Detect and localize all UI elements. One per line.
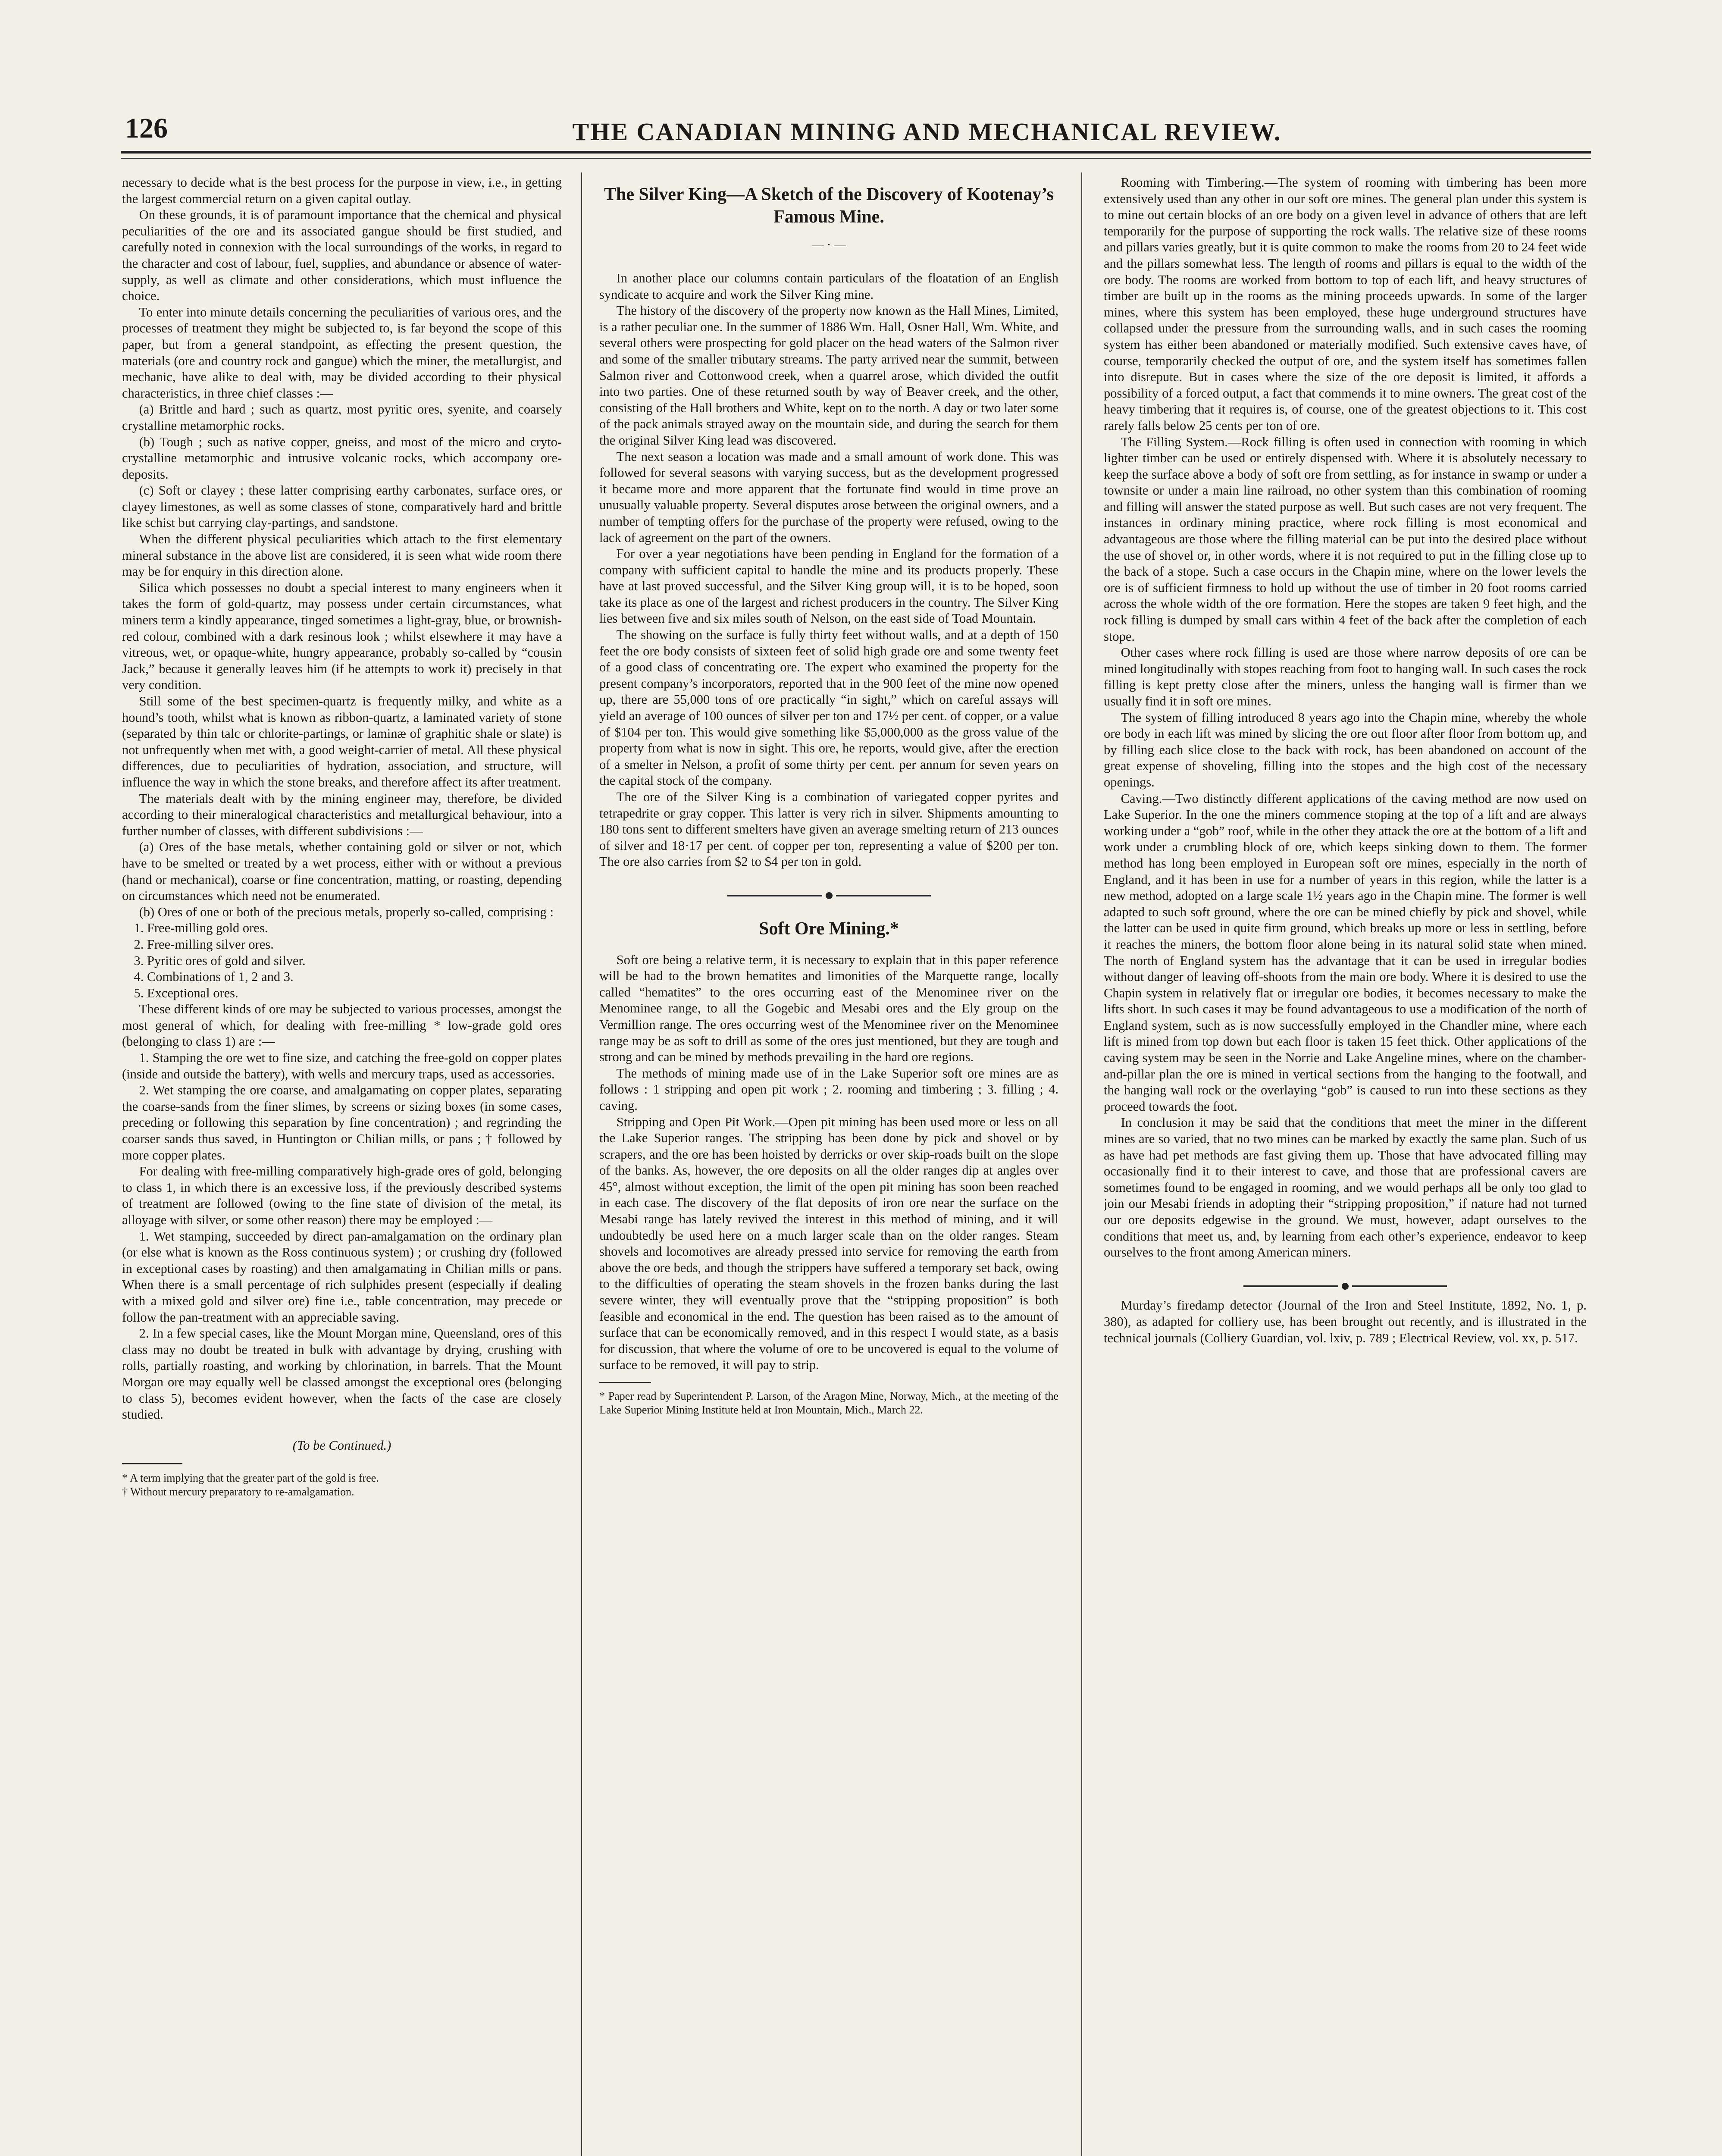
footnote: * A term implying that the greater part of the gold is free. <box>122 1472 379 1485</box>
paragraph: 2. In a few special cases, like the Mount Morgan mine, Queensland, ores of this class may no doubt be treated in bulk with advantage by drying, crushing with rolls, partially roasting, and working by chlorination, in barrels. That the Mount Morgan ore may equally well be classed amongst the exceptional ores (belonging to class 5), becomes evident however, when the facts of the case are closely studied. <box>122 1326 562 1422</box>
column-divider <box>1081 172 1082 2156</box>
ornament-divider <box>599 887 1058 903</box>
continued-note: (To be Continued.) <box>292 1438 391 1453</box>
paragraph: (a) Ores of the base metals, whether containing gold or silver or not, which have to be smelted or treated by a wet process, either with or without a previous (hand or mechanical), coarse or fine concentration, matting, or roasting, depending on circumstances which need not be enumerated. <box>122 840 562 903</box>
ornament-divider: — · — <box>811 238 846 252</box>
list-item: 1. Free-milling gold ores. <box>134 921 268 936</box>
paragraph: These different kinds of ore may be subjected to various processes, amongst the most general of which, for dealing with free-milling * low-grade gold ores (belonging to class 1) are :— <box>122 1002 562 1049</box>
paragraph: Murday’s firedamp detector (Journal of the Iron and Steel Institute, 1892, No. 1, p. 380), as adapted for colliery use, has been brought out recently, and is illustrated in the technical journals (Colliery Guardian, vol. lxiv, p. 789 ; Electrical Review, vol. xx, p. 517. <box>1104 1298 1587 1345</box>
footnote: † Without mercury preparatory to re-amalgamation. <box>122 1485 354 1498</box>
paragraph: Caving.—Two distinctly different applications of the caving method are now used on Lake Superior. In the one the miners commence stoping at the top of a lift and are always working under a “gob” roof, while in the other they attack the ore at the bottom of a lift and work under a crumbling block of ore, which keeps sinking down to them. The former method has long been employed in European soft ore mines, especially in the north of England, and it has been in use for a number of years in this region, while the latter is a new method, adopted on a large scale 1½ years ago in the Chapin mine. The former is well adapted to such soft ground, where the ore can be mined chiefly by pick and shovel, while the latter can be used in quite firm ground, which breaks up more or less in settling, before it reaches the miners, the bottom floor alone being in its natural solid state when mined. The north of England system has the advantage that it can be used in irregular bodies without danger of leaving off-shoots from the main ore body. Where it is desired to use the Chapin system in relatively flat or irregular ore bodies, it becomes necessary to make the lifts short. In such cases it may be found advantageous to use a modification of the north of England system, such as is now successfully employed in the Chandler mine, where each lift is mined from top down but each floor is taken 15 feet thick. Other applications of the caving system may be seen in the Norrie and Lake Angeline mines, where on the chamber-and-pillar plan the ore is mined in vertical sections from the hanging to the footwall, and the hanging wall rock or the overlaying “gob” is caused to run into these sections as they proceed towards the foot. <box>1104 791 1587 1114</box>
paragraph: (c) Soft or clayey ; these latter comprising earthy carbonates, surface ores, or clayey limestones, as well as some classes of stone, comparatively hard and brittle like schist but carrying clay-partings, and sandstone. <box>122 483 562 530</box>
paragraph: The materials dealt with by the mining engineer may, therefore, be divided according to their mineralogical characteristics and metallurgical behaviour, into a further number of classes, with different subdivisions :— <box>122 791 562 838</box>
paragraph: Rooming with Timbering.—The system of rooming with timbering has been more extensively used than any other in our soft ore mines. The general plan under this system is to mine out certain blocks of an ore body on a given level in advance of others that are left temporarily for the purpose of supporting the rock walls. The relative size of these rooms and pillars varies greatly, but it is quite common to make the rooms from 20 to 24 feet wide and the pillars somewhat less. The length of rooms and pillars is equal to the width of the ore body. The rooms are worked from bottom to top of each lift, and heavy structures of timber are built up in the rooms as the mining proceeds upwards. In some of the larger mines, where this system has been employed, these huge underground structures have collapsed under the pressure from the surrounding walls, and in such cases the rooming system has either been abandoned or materially modified. Such extensive caves have, of course, temporarily checked the output of ore, and the system itself has sometimes fallen into disrepute. But in cases where the size of the ore deposit is limited, it affords a possibility of a forced output, a fact that commends it to mine owners. The great cost of the heavy timbering that it requires is, of course, one of the greatest objections to it. This cost rarely falls below 25 cents per ton of ore. <box>1104 175 1587 433</box>
article-title: The Silver King—A Sketch of the Discovery of Kootenay’s Famous Mine. <box>604 185 1054 227</box>
footnote: * Paper read by Superintendent P. Larson, of the Aragon Mine, Norway, Mich., at the meeting of the Lake Superior Mining Institute held at Iron Mountain, Mich., March 22. <box>599 1390 1058 1416</box>
article-title: Soft Ore Mining.* <box>759 918 899 939</box>
paragraph: (a) Brittle and hard ; such as quartz, most pyritic ores, syenite, and coarsely crystalline metamorphic rocks. <box>122 402 562 433</box>
column-3 <box>1104 175 1587 2156</box>
paragraph: The system of filling introduced 8 years ago into the Chapin mine, whereby the whole ore body in each lift was mined by slicing the ore out floor after floor from bottom up, and by filling each slice close to the back with rock, has been abandoned on account of the great expense of shoveling, filling into the stopes and the high cost of the necessary openings. <box>1104 710 1587 790</box>
list-item: 2. Free-milling silver ores. <box>134 937 274 952</box>
paragraph: The next season a location was made and a small amount of work done. This was followed for several seasons with varying success, but as the development progressed it became more and more apparent that the fortunate find would in time prove an unusually valuable property. Several disputes arose between the original owners, and a number of tempting offers for the purchase of the property were refused, owing to the lack of agreement on the part of the owners. <box>599 449 1058 545</box>
paragraph: 2. Wet stamping the ore coarse, and amalgamating on copper plates, separating the coarse-sands from the finer slimes, by screens or sizing boxes (in some cases, preceding or following this separation by fine concentration) ; and regrinding the coarser sands thus saved, in Huntington or Chilian mills, or pans ; † followed by more copper plates. <box>122 1083 562 1163</box>
paragraph: In another place our columns contain particulars of the floatation of an English syndicate to acquire and work the Silver King mine. <box>599 271 1058 302</box>
paragraph: (b) Ores of one or both of the precious metals, properly so-called, comprising : <box>139 904 554 919</box>
list-item: 4. Combinations of 1, 2 and 3. <box>134 969 294 984</box>
paragraph: necessary to decide what is the best process for the purpose in view, i.e., in getting the largest commercial return on a given capital outlay. <box>122 175 562 206</box>
column-divider <box>581 172 582 2156</box>
column-1 <box>122 175 562 2156</box>
paragraph: When the different physical peculiarities which attach to the first elementary mineral substance in the above list are considered, it is seen what wide room there may be for enquiry in this direction alone. <box>122 532 562 579</box>
column-2 <box>599 175 1058 2156</box>
paragraph: Stripping and Open Pit Work.—Open pit mining has been used more or less on all the Lake Superior ranges. The stripping has been done by pick and shovel or by scrapers, and the ore has been hoisted by derricks or over skip-roads built on the slope of the banks. As, however, the ore deposits on all the older ranges dip at angles over 45°, almost without exception, the limit of the open pit mining has soon been reached in each case. The discovery of the flat deposits of iron ore near the surface on the Mesabi range has lately revived the interest in this method of mining, and it will undoubtedly be used here on a much larger scale than on the older ranges. Steam shovels and locomotives are already pressed into service for removing the earth from above the ore beds, and though the strippers have suffered a temporary set back, owing to the difficulties of operating the steam shovels in the frozen banks during the last severe winter, they will eventually prove that the “stripping proposition” is both feasible and economical in the end. The question has been raised as to the amount of surface that can be economically removed, and in this respect I would state, as a basis for discussion, that where the volume of ore to be uncovered is equal to the volume of surface to be removed, it will pay to strip. <box>599 1114 1058 1373</box>
paragraph: The showing on the surface is fully thirty feet without walls, and at a depth of 150 feet the ore body consists of sixteen feet of solid high grade ore and some twenty feet of a good class of concentrating ore. The expert who examined the property for the present company’s incorporators, reported that in the 900 feet of the mine now opened up, there are 55,000 tons of ore practically “in sight,” which on careful assays will yield an average of 100 ounces of silver per ton and 17½ per cent. of copper, or a value of $104 per ton. This would give something like $5,000,000 as the gross value of the property from what is now in sight. This ore, he reports, would give, after the erection of a smelter in Nelson, a profit of some thirty per cent. per annum for seven years on the capital stock of the company. <box>599 627 1058 788</box>
paragraph: The methods of mining made use of in the Lake Superior soft ore mines are as follows : 1 stripping and open pit work ; 2. rooming and timbering ; 3. filling ; 4. caving. <box>599 1065 1058 1113</box>
paragraph: In conclusion it may be said that the conditions that meet the miner in the different mines are so varied, that no two mines can be marked by exactly the same plan. Such of us as have had pet methods are fast giving them up. Those that have advocated filling may occasionally find it to their interest to cave, and those that are professional cavers are sometimes found to be engaged in rooming, and we would perhaps all be only too glad to join our Mesabi friends in adopting their “stripping proposition,” if nature had not turned our ore deposits edgewise in the ground. We must, however, adapt ourselves to the conditions that meet us, and, by learning from each other’s experience, endeavor to keep ourselves to the front among American miners. <box>1104 1115 1587 1260</box>
paragraph: For dealing with free-milling comparatively high-grade ores of gold, belonging to class 1, in which there is an excessive loss, if the previously described systems of treatment are followed (owing to the fine state of division of the metal, its alloyage with silver, or some other reason) there may be employed :— <box>122 1164 562 1227</box>
paragraph: 1. Wet stamping, succeeded by direct pan-amalgamation on the ordinary plan (or else what is known as the Ross continuous system) ; or crushing dry (followed in exceptional cases by roasting) and then amalgamating in Chilian mills or pans. When there is a small percentage of rich sulphides present (especially if dealing with a mixed gold and silver ore) fine i.e., table concentration, may precede or follow the pan-treatment with an appreciable saving. <box>122 1228 562 1325</box>
paragraph: For over a year negotiations have been pending in England for the formation of a company with sufficient capital to handle the mine and its products properly. These have at last proved successful, and the Silver King group will, it is to be hoped, soon take its place as one of the largest and richest producers in the country. The Silver King lies between five and six miles south of Nelson, on the east side of Toad Mountain. <box>599 546 1058 626</box>
paragraph: The history of the discovery of the property now known as the Hall Mines, Limited, is a rather peculiar one. In the summer of 1886 Wm. Hall, Osner Hall, Wm. White, and several others were prospecting for gold placer on the head waters of the Salmon river and some of the smaller tributary streams. The party arrived near the summit, between Salmon river and Cottonwood creek, when a quarrel arose, which divided the outfit into two parties. One of these returned south by way of Beaver creek, and the other, consisting of the Hall brothers and White, kept on to the north. A day or two later some of the pack animals strayed away on the mountain side, and during the search for them the original Silver King lead was discovered. <box>599 303 1058 448</box>
paragraph: On these grounds, it is of paramount importance that the chemical and physical peculiarities of the ore and its associated gangue should be first studied, and carefully noted in connexion with the local surroundings of the works, in regard to the character and cost of labour, fuel, supplies, and abundance or absence of water-supply, as well as climate and other considerations, which must influence the choice. <box>122 207 562 304</box>
paragraph: Soft ore being a relative term, it is necessary to explain that in this paper reference will be had to the brown hematites and limonities of the Marquette range, locally called “hematites” to the ores occurring east of the Menominee river on the Menominee range, to all the Gogebic and Mesabi ores and the Ely group on the Vermillion range. The ores occurring west of the Menominee river on the Menominee range may be as soft to drill as some of the ores just mentioned, but they are tough and strong and can be mined by methods prevailing in the hard ore regions. <box>599 952 1058 1065</box>
list-item: 5. Exceptional ores. <box>134 985 238 1000</box>
footnote-rule <box>122 1463 182 1464</box>
paragraph: 1. Stamping the ore wet to fine size, and catching the free-gold on copper plates (inside and outside the battery), with wells and mercury traps, used as accessories. <box>122 1050 562 1081</box>
header-rule-thick <box>121 151 1591 154</box>
page-header <box>125 108 1587 147</box>
paragraph: The Filling System.—Rock filling is often used in connection with rooming in which lighter timber can be used or entirely dispensed with. Where it is absolutely necessary to keep the surface above a body of soft ore from settling, as for instance in swamp or under a townsite or under a main line railroad, no other system than this combination of rooming and filling will answer the stated purpose as well. But such cases are not very frequent. The instances in ordinary mining practice, where rock filling is most economical and advantageous are those where the filling material can be put into the desired place without the use of shovel or, in other words, where it is not required to put in the filling close up to the back of a stope. Such a case occurs in the Chapin mine, where on the lower levels the ore is of sufficient firmness to hold up without the use of timber in 20 foot rooms carried across the whole width of the ore formation. Here the stopes are taken 9 feet high, and the rock filling is dumped by small cars within 4 feet of the back after the completion of each stope. <box>1104 434 1587 644</box>
footnote-rule <box>599 1382 651 1383</box>
ornament-divider <box>1104 1277 1587 1294</box>
header-rule-thin <box>121 158 1591 159</box>
list-item: 3. Pyritic ores of gold and silver. <box>134 953 306 968</box>
paragraph: Other cases where rock filling is used are those where narrow deposits of ore can be mined longitudinally with stopes reaching from foot to hanging wall. In such cases the rock filling is kept pretty close after the miners, unless the hanging wall is firmer than we usually find it in soft ore mines. <box>1104 645 1587 708</box>
paragraph: Silica which possesses no doubt a special interest to many engineers when it takes the form of gold-quartz, may possess under certain circumstances, what miners term a kindly appearance, tinged sometimes a light-gray, blue, or brownish-red colour, combined with a dark resinous look ; whilst elsewhere it may have a vitreous, wet, or opaque-white, hungry appearance, probably so-called by “cousin Jack,” because it generally leaves him (if he attempts to work it) precisely in that very condition. <box>122 580 562 693</box>
paragraph: (b) Tough ; such as native copper, gneiss, and most of the micro and cryto-crystalline metamorphic and intrusive volcanic rocks, which accompany ore-deposits. <box>122 434 562 482</box>
paragraph: The ore of the Silver King is a combination of variegated copper pyrites and tetrapedrite or gray copper. This latter is very rich in silver. Shipments amounting to 180 tons sent to different smelters have given an average smelting return of 213 ounces of silver and 18·17 per cent. of copper per ton, representing a value of $200 per ton. The ore also carries from $2 to $4 per ton in gold. <box>599 790 1058 869</box>
paragraph: Still some of the best specimen-quartz is frequently milky, and white as a hound’s tooth, whilst what is known as ribbon-quartz, a laminated variety of stone (separated by thin talc or chlorite-partings, or laminæ of graphitic shale or slate) is not unfrequently when met with, a good weight-carrier of metal. All these physical differences, due to peculiarities of hydration, association, and structure, will influence the way in which the stone breaks, and therefore affect its after treatment. <box>122 694 562 790</box>
paragraph: To enter into minute details concerning the peculiarities of various ores, and the processes of treatment they might be subjected to, is far beyond the scope of this paper, but from a general standpoint, as effecting the present question, the materials (ore and country rock and gangue) which the miner, the metallurgist, and mechanic, have alike to deal with, may be divided according to their physical characteristics, in three chief classes :— <box>122 304 562 401</box>
journal-title: THE CANADIAN MINING AND MECHANICAL REVIEW. <box>572 118 1282 146</box>
page-number: 126 <box>125 113 168 144</box>
